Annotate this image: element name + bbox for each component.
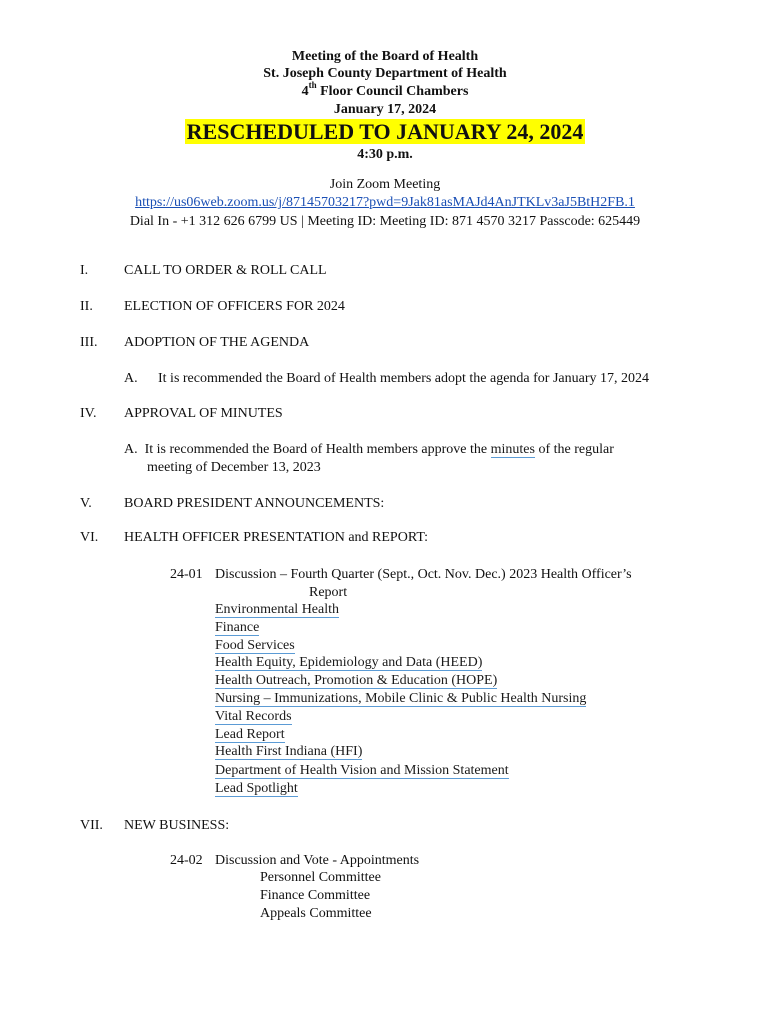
floor-suffix: th xyxy=(308,80,317,91)
report-link-food-services[interactable]: Food Services xyxy=(215,638,295,653)
section-new-business: NEW BUSINESS: xyxy=(124,818,230,833)
minutes-recommendation xyxy=(124,441,614,458)
section-number-vii: VII. xyxy=(80,818,103,833)
item-24-01-text: Discussion – Fourth Quarter (Sept., Oct. Nov. Dec.) 2023 Health Officer’s xyxy=(215,567,632,582)
report-link-hfi[interactable]: Health First Indiana (HFI) xyxy=(215,744,363,759)
rescheduled-text: RESCHEDULED TO JANUARY 24, 2024 xyxy=(186,119,584,144)
report-link-environmental-health[interactable]: Environmental Health xyxy=(215,602,340,617)
zoom-link[interactable]: https://us06web.zoom.us/j/87145703217?pwd=9Jak81asMAJd4AnJTKLv3aJ5BtH2FB.1 xyxy=(135,195,635,210)
section-call-to-order: CALL TO ORDER & ROLL CALL xyxy=(124,263,327,278)
section-number-vi: VI. xyxy=(80,530,99,545)
item-24-01-text-cont: Report xyxy=(309,585,348,600)
section-number-v: V. xyxy=(80,496,92,511)
zoom-link-wrap xyxy=(0,194,770,211)
minutes-prefix: A. It is recommended the Board of Health members approve the xyxy=(124,442,491,457)
department-name: St. Joseph County Department of Health xyxy=(263,66,507,81)
report-link-finance[interactable]: Finance xyxy=(215,620,260,635)
minutes-suffix: of the regular xyxy=(534,442,614,457)
floor-number: 4 xyxy=(301,84,309,99)
meeting-time: 4:30 p.m. xyxy=(357,147,413,162)
rescheduled-banner xyxy=(0,120,770,144)
section-announcements: BOARD PRESIDENT ANNOUNCEMENTS: xyxy=(124,496,385,511)
original-date: January 17, 2024 xyxy=(333,102,437,117)
report-link-lead-report[interactable]: Lead Report xyxy=(215,727,285,742)
dial-in: Dial In - +1 312 626 6799 US | Meeting ID: Meeting ID: 871 4570 3217 Passcode: 625449 xyxy=(129,214,641,229)
item-number-24-02: 24-02 xyxy=(170,853,203,868)
minutes-meeting-date: meeting of December 13, 2023 xyxy=(147,460,321,475)
meeting-title: Meeting of the Board of Health xyxy=(291,49,479,64)
item-24-02-text: Discussion and Vote - Appointments xyxy=(215,853,420,868)
committee-personnel: Personnel Committee xyxy=(260,870,381,885)
report-link-vital-records[interactable]: Vital Records xyxy=(215,709,292,724)
report-link-vision-mission[interactable]: Department of Health Vision and Mission Statement xyxy=(215,763,509,778)
section-number-iii: III. xyxy=(80,335,98,350)
section-minutes: APPROVAL OF MINUTES xyxy=(124,406,283,421)
section-number-i: I. xyxy=(80,263,89,278)
section-adoption: ADOPTION OF THE AGENDA xyxy=(124,335,310,350)
minutes-link[interactable]: minutes xyxy=(490,442,535,457)
section-number-iv: IV. xyxy=(80,406,97,421)
committee-finance: Finance Committee xyxy=(260,888,371,903)
report-link-nursing[interactable]: Nursing – Immunizations, Mobile Clinic & Public Health Nursing xyxy=(215,691,587,706)
report-link-lead-spotlight[interactable]: Lead Spotlight xyxy=(215,781,298,796)
report-link-heed[interactable]: Health Equity, Epidemiology and Data (HEED) xyxy=(215,655,483,670)
location xyxy=(0,80,770,100)
zoom-title: Join Zoom Meeting xyxy=(329,177,441,192)
location-rest: Floor Council Chambers xyxy=(316,84,469,99)
section-number-ii: II. xyxy=(80,299,93,314)
report-link-hope[interactable]: Health Outreach, Promotion & Education (HOPE) xyxy=(215,673,498,688)
subitem-label-a: A. xyxy=(124,371,138,386)
committee-appeals: Appeals Committee xyxy=(260,906,372,921)
adoption-recommendation: It is recommended the Board of Health members adopt the agenda for January 17, 2024 xyxy=(158,371,650,386)
section-health-officer: HEALTH OFFICER PRESENTATION and REPORT: xyxy=(124,530,429,545)
item-number-24-01: 24-01 xyxy=(170,567,203,582)
section-election: ELECTION OF OFFICERS FOR 2024 xyxy=(124,299,345,314)
